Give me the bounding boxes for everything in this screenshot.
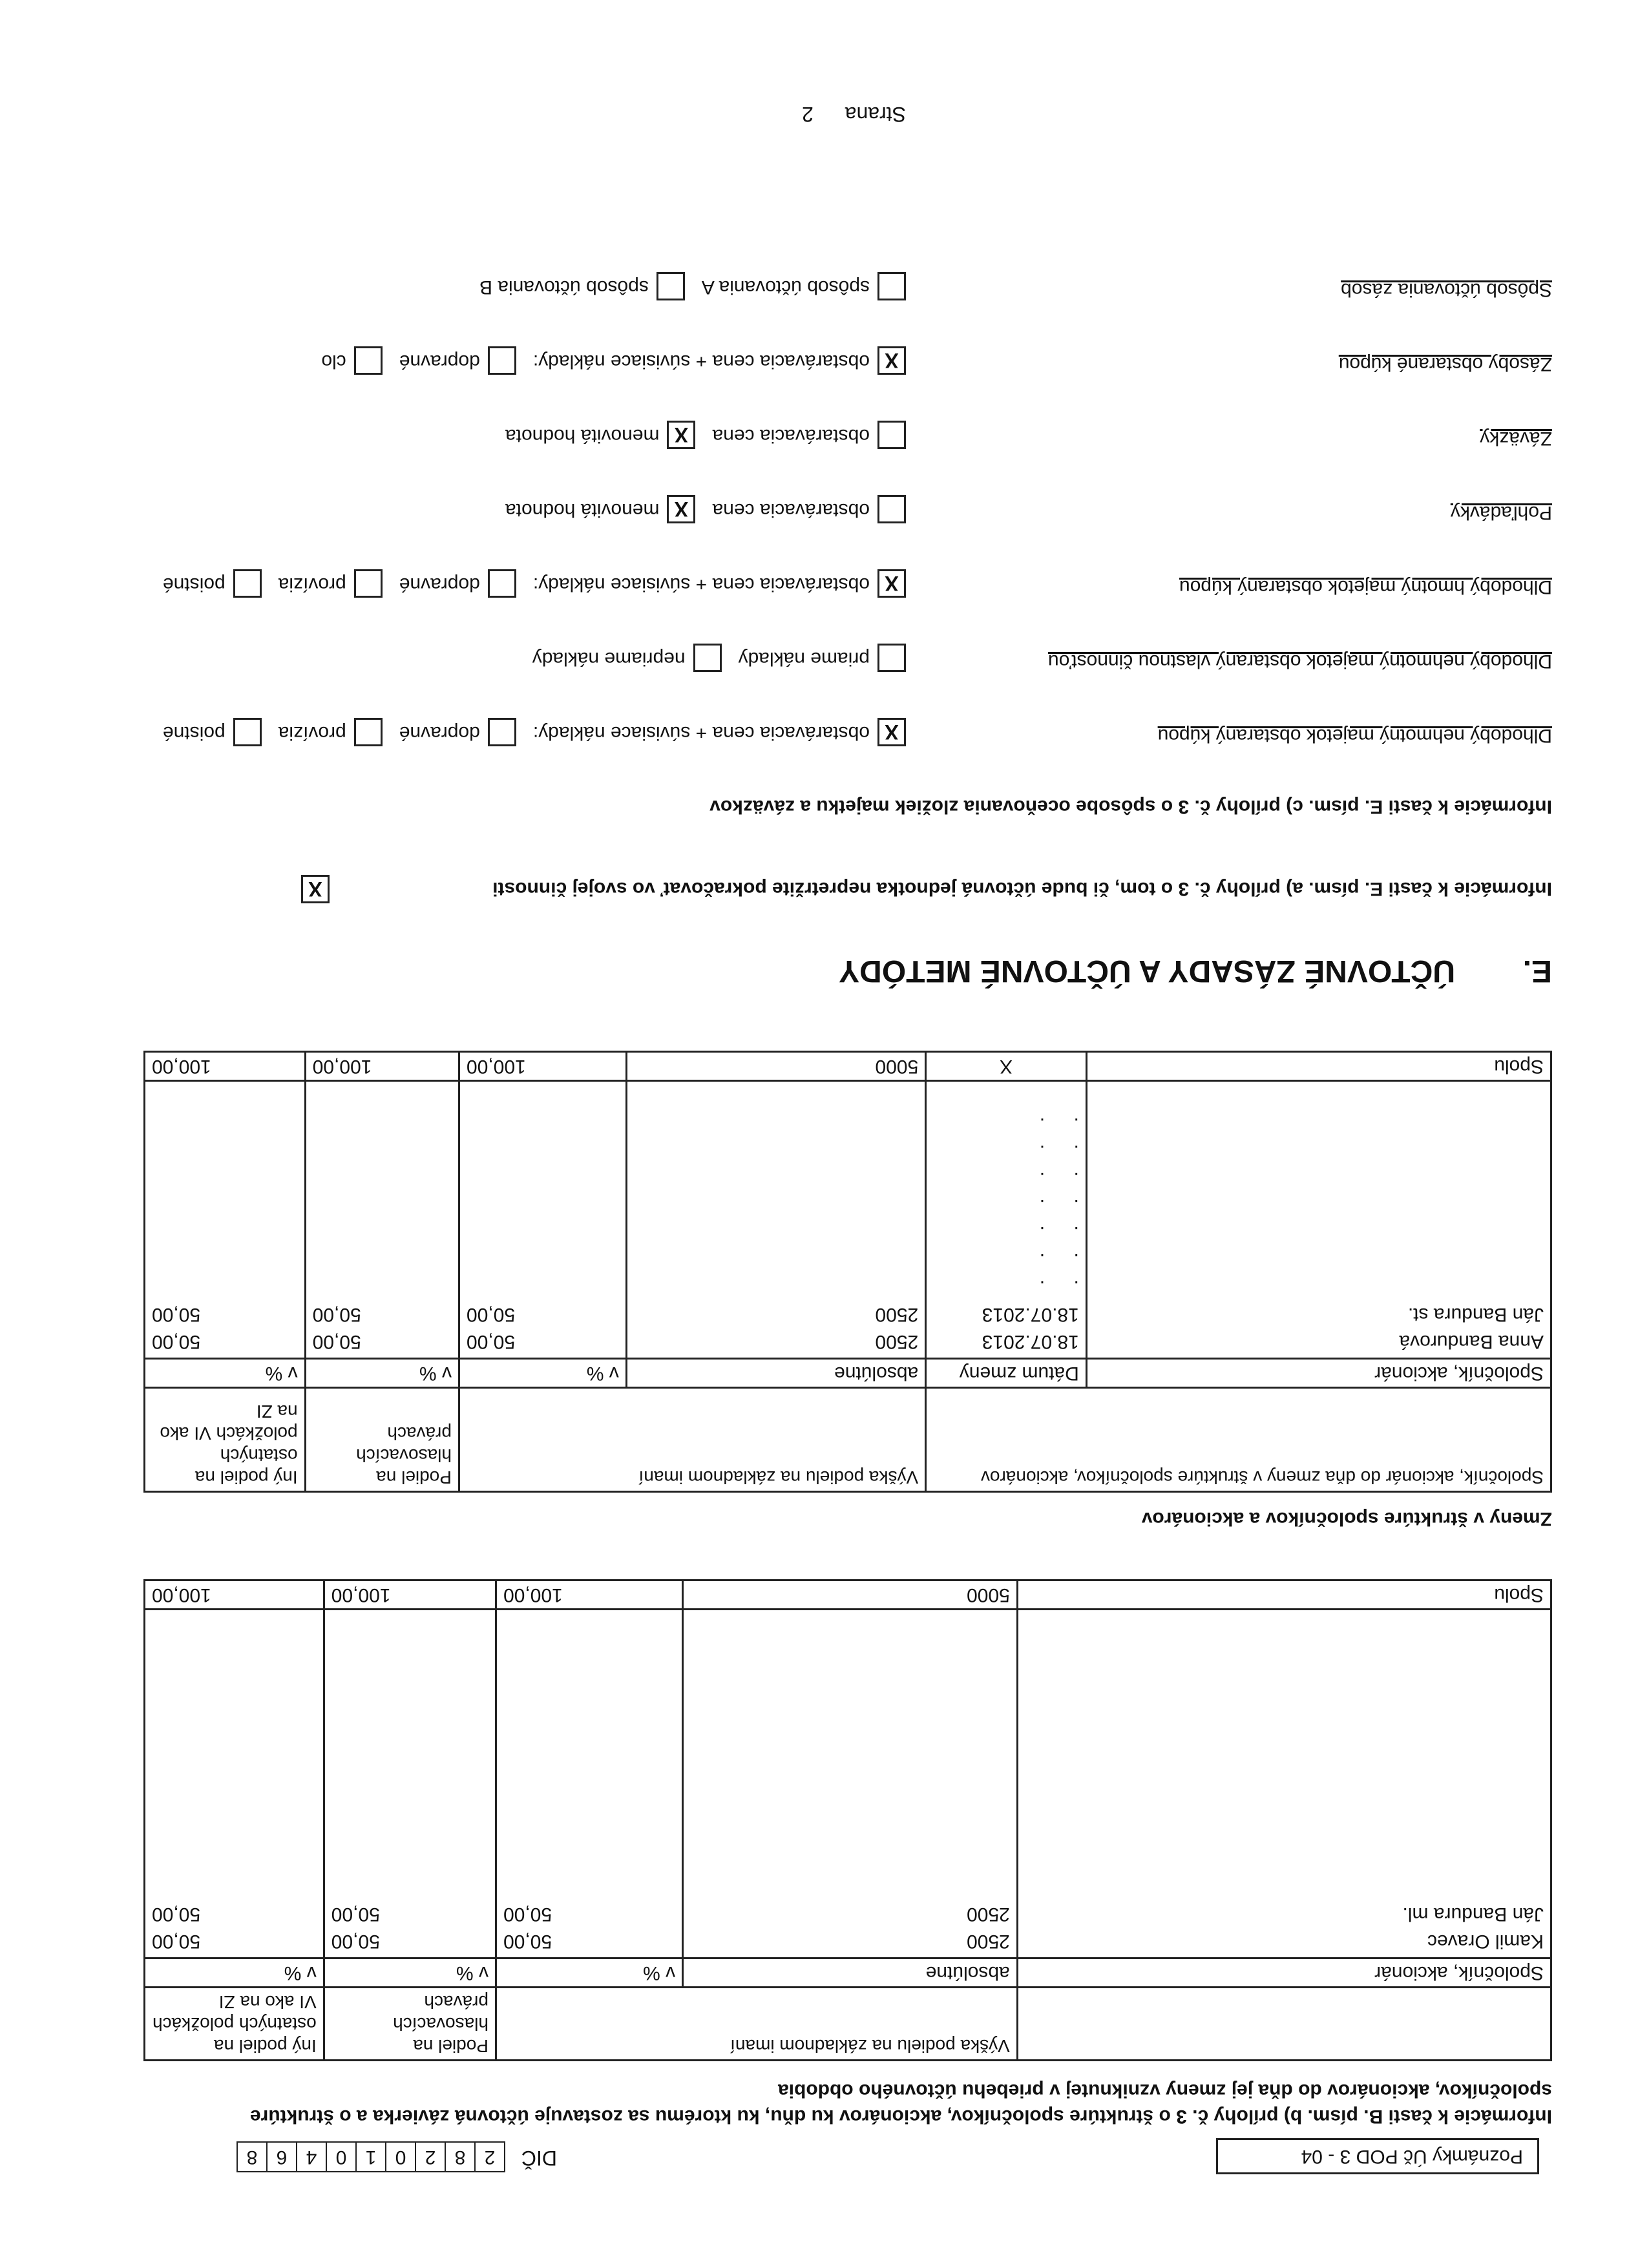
table-row-pct: 50,00 <box>503 1904 552 1925</box>
option-checkbox[interactable] <box>656 272 685 300</box>
valuation-option[interactable] <box>163 569 262 598</box>
changes-names-cell <box>1086 1081 1551 1359</box>
pct-col-header: v % <box>496 1958 683 1988</box>
option-label: provízia <box>278 574 346 596</box>
total-other: 100,00 <box>145 1580 324 1610</box>
changes-sub-name-header: Spoločník, akcionár <box>1086 1359 1551 1388</box>
valuation-row-options <box>516 644 906 672</box>
changes-other-cell <box>145 1081 306 1359</box>
table-row-pct: 50,00 <box>466 1304 516 1325</box>
table-row-voting: 50,00 <box>331 1904 380 1925</box>
option-label: nepriame náklady <box>532 648 686 670</box>
table-row-voting: 50,00 <box>312 1331 361 1352</box>
page-number: 2 <box>802 103 814 126</box>
empty-date-mark: . . <box>1027 1168 1079 1190</box>
option-label: priame náklady <box>738 648 870 670</box>
valuation-row-label: Pohľadávky <box>1450 502 1552 523</box>
empty-date-mark: . . <box>1027 1250 1079 1271</box>
option-label: dopravné <box>399 351 480 373</box>
option-label: obstarávacia cena + súvisiace náklady: <box>532 722 870 744</box>
changes-total-voting: 100,00 <box>305 1052 459 1081</box>
going-concern-text: Informácie k časti E. písm. a) prílohy č. 3 o tom, či bude účtovná jednotka nepretržite pokračovať vo svojej činnosti <box>492 878 1552 899</box>
valuation-option[interactable] <box>713 421 907 449</box>
form-title-box <box>1216 2138 1539 2174</box>
abs-col-header: absolútne <box>683 1958 1018 1988</box>
shareholder-changes-table <box>143 1051 1552 1493</box>
valuation-row-label: Zásoby obstarané kúpou <box>1338 353 1552 375</box>
valuation-option[interactable] <box>399 718 516 746</box>
form-title: Poznámky Úč POD 3 - 04 <box>1301 2146 1523 2167</box>
option-label: obstarávacia cena + súvisiace náklady: <box>532 351 870 373</box>
changes-abs-header: absolútne <box>626 1359 925 1388</box>
option-checkbox[interactable] <box>693 644 722 672</box>
table-row-pct: 50,00 <box>503 1931 552 1952</box>
option-checkbox[interactable] <box>233 718 262 746</box>
total-label: Spolu <box>1017 1580 1551 1610</box>
option-label: poistné <box>162 574 226 596</box>
dic-digit-cell: 0 <box>326 2141 357 2172</box>
section-b-intro: Informácie k časti B. písm. b) prílohy č. 3 o štruktúre spoločníkov, akcionárov ku dňu, ku ktorému sa zostavuje účtovná závierka a o štruktúre spoločníkov, akcionárov do dňa jej zmeny vzniknutej v priebehu účtovného obdobia <box>249 2080 1552 2127</box>
valuation-row-options <box>146 569 906 598</box>
valuation-row-options <box>488 421 906 449</box>
valuation-option[interactable] <box>399 569 516 598</box>
valuation-row-label: Záväzky <box>1480 428 1552 449</box>
dic-digit-cell: 8 <box>236 2141 268 2172</box>
changes-total-abs: 5000 <box>626 1052 925 1081</box>
valuation-option[interactable] <box>505 421 696 449</box>
changes-share-header: Výška podielu na základnom imaní <box>459 1388 925 1492</box>
changes-abs-cell <box>626 1081 925 1359</box>
other-pct-header: v % <box>145 1958 324 1988</box>
valuation-title: Informácie k časti E. písm. c) prílohy č. 3 o spôsobe oceňovania zložiek majetku a záväzkov <box>709 796 1552 817</box>
dic-field <box>238 2141 505 2172</box>
other-header: Iný podiel na ostatných položkách VI ako na ZI <box>145 1988 324 2061</box>
option-label: obstarávacia cena + súvisiace náklady: <box>532 574 870 596</box>
table-row-abs: 2500 <box>875 1331 919 1352</box>
changes-date-cell <box>926 1081 1087 1359</box>
valuation-option[interactable] <box>399 346 516 375</box>
changes-other-header: Iný podiel na ostatných položkách VI ako na ZI <box>145 1388 306 1492</box>
dic-digit-cell: 6 <box>266 2141 297 2172</box>
voting-pct-header: v % <box>324 1958 496 1988</box>
valuation-row-options <box>304 346 906 375</box>
changes-date-header: Dátum zmeny <box>926 1359 1087 1388</box>
changes-name-header: Spoločník, akcionár do dňa zmeny v štruktúre spoločníkov, akcionárov <box>926 1388 1551 1492</box>
empty-date-mark: . . <box>1027 1223 1079 1244</box>
changes-voting-header: Podiel na hlasovacích právach <box>305 1388 459 1492</box>
dic-digit-cell: 1 <box>355 2141 386 2172</box>
option-checkbox[interactable]: X <box>667 495 696 523</box>
option-label: clo <box>321 351 346 373</box>
valuation-row-label: Spôsob účtovania zásob <box>1341 279 1552 300</box>
option-label: menovitá hodnota <box>505 425 660 447</box>
changes-voting-cell <box>305 1081 459 1359</box>
abs-cell <box>683 1610 1018 1958</box>
table-row-name: Anna Bandurová <box>1399 1331 1544 1352</box>
section-e-title: ÚČTOVNÉ ZÁSADY A ÚČTOVNÉ METÓDY <box>839 954 1455 988</box>
option-label: spôsob účtovania B <box>479 277 649 299</box>
table-row-pct: 50,00 <box>466 1331 516 1352</box>
total-abs: 5000 <box>683 1580 1018 1610</box>
valuation-row-options <box>463 272 906 300</box>
valuation-option[interactable] <box>479 272 685 300</box>
name-header-empty <box>1017 1988 1551 2061</box>
empty-date-mark: . . <box>1027 1141 1079 1162</box>
empty-date-mark: . . <box>1027 1277 1079 1298</box>
valuation-option[interactable] <box>321 346 382 375</box>
valuation-option[interactable] <box>533 718 906 746</box>
dic-label: DIČ <box>521 2147 557 2170</box>
valuation-row-label: Dlhodobý nehmotný majetok obstaraný kúpou <box>1157 725 1552 746</box>
table-row-other: 50,00 <box>152 1304 201 1325</box>
table-row-name: Ján Bandura st. <box>1407 1304 1544 1325</box>
valuation-option[interactable] <box>278 718 383 746</box>
table-row-date: 18.07.2013 <box>982 1304 1079 1325</box>
dic-digit-cell: 8 <box>445 2141 476 2172</box>
empty-date-mark: . . <box>1027 1114 1079 1135</box>
changes-pct-cell <box>459 1081 626 1359</box>
option-checkbox[interactable] <box>488 569 516 598</box>
table-row-name: Ján Bandura ml. <box>1402 1904 1544 1925</box>
valuation-option[interactable] <box>533 569 906 598</box>
option-label: obstarávacia cena <box>712 499 870 521</box>
option-checkbox[interactable]: X <box>667 421 696 449</box>
going-concern-checkbox[interactable]: X <box>301 875 330 903</box>
valuation-option[interactable] <box>278 569 383 598</box>
table-row-voting: 50,00 <box>331 1931 380 1952</box>
empty-date-mark: . . <box>1027 1195 1079 1217</box>
section-e-letter: E. <box>1522 954 1552 988</box>
changes-pct-header: v % <box>459 1359 626 1388</box>
changes-title: Zmeny v štruktúre spoločníkov a akcionárov <box>1141 1508 1552 1529</box>
pct-cell <box>496 1610 683 1958</box>
valuation-option[interactable] <box>533 346 906 375</box>
table-row-name: Kamil Oravec <box>1427 1931 1544 1952</box>
table-row-abs: 2500 <box>967 1904 1010 1925</box>
valuation-row-options <box>146 718 906 746</box>
table-row-date: 18.07.2013 <box>982 1331 1079 1352</box>
table-row-other: 50,00 <box>152 1331 201 1352</box>
valuation-option[interactable] <box>713 495 907 523</box>
option-label: dopravné <box>399 574 480 596</box>
option-checkbox[interactable] <box>877 421 906 449</box>
option-checkbox[interactable] <box>488 346 516 375</box>
option-label: spôsob účtovania A <box>701 277 870 299</box>
share-header: Výška podielu na základnom imaní <box>496 1988 1018 2061</box>
dic-digit-cell: 0 <box>385 2141 416 2172</box>
voting-cell <box>324 1610 496 1958</box>
shareholders-table <box>143 1579 1552 2061</box>
page-label: Strana <box>845 103 906 126</box>
page-footer <box>802 102 906 126</box>
option-label: obstarávacia cena <box>712 425 870 447</box>
valuation-row-options <box>488 495 906 523</box>
valuation-row-label: Dlhodobý hmotný majetok obstaraný kúpou <box>1179 576 1552 598</box>
voting-header: Podiel na hlasovacích právach <box>324 1988 496 2061</box>
dic-digit-cell: 2 <box>474 2141 505 2172</box>
table-row-abs: 2500 <box>967 1931 1010 1952</box>
option-checkbox[interactable] <box>354 346 383 375</box>
valuation-option[interactable] <box>739 644 906 672</box>
option-label: dopravné <box>399 722 480 744</box>
table-row-abs: 2500 <box>875 1304 919 1325</box>
option-checkbox[interactable]: X <box>877 718 906 746</box>
option-checkbox[interactable] <box>877 644 906 672</box>
other-cell <box>145 1610 324 1958</box>
option-checkbox[interactable] <box>354 718 383 746</box>
option-checkbox[interactable]: X <box>877 569 906 598</box>
dic-digit-cell: 2 <box>415 2141 446 2172</box>
total-pct: 100,00 <box>496 1580 683 1610</box>
option-checkbox[interactable] <box>488 718 516 746</box>
total-voting: 100,00 <box>324 1580 496 1610</box>
option-checkbox[interactable] <box>877 272 906 300</box>
changes-voting-pct-header: v % <box>305 1359 459 1388</box>
name-col-header: Spoločník, akcionár <box>1017 1958 1551 1988</box>
option-label: poistné <box>162 722 226 744</box>
option-label: menovitá hodnota <box>505 499 660 521</box>
table-row-voting: 50,00 <box>312 1304 361 1325</box>
table-row-other: 50,00 <box>152 1931 201 1952</box>
option-label: provízia <box>278 722 346 744</box>
option-checkbox[interactable] <box>233 569 262 598</box>
valuation-option[interactable] <box>163 718 262 746</box>
changes-total-other: 100,00 <box>145 1052 306 1081</box>
changes-total-date: X <box>926 1052 1087 1081</box>
valuation-option[interactable] <box>532 644 722 672</box>
names-cell <box>1017 1610 1551 1958</box>
changes-total-label: Spolu <box>1086 1052 1551 1081</box>
option-checkbox[interactable] <box>877 495 906 523</box>
option-checkbox[interactable]: X <box>877 346 906 375</box>
option-checkbox[interactable] <box>354 569 383 598</box>
changes-total-pct: 100,00 <box>459 1052 626 1081</box>
valuation-row-label: Dlhodobý nehmotný majetok obstaraný vlastnou činnosťou <box>1047 651 1552 672</box>
table-row-other: 50,00 <box>152 1904 201 1925</box>
valuation-option[interactable] <box>702 272 906 300</box>
dic-digit-cell: 4 <box>296 2141 327 2172</box>
changes-other-pct-header: v % <box>145 1359 306 1388</box>
valuation-option[interactable] <box>505 495 696 523</box>
